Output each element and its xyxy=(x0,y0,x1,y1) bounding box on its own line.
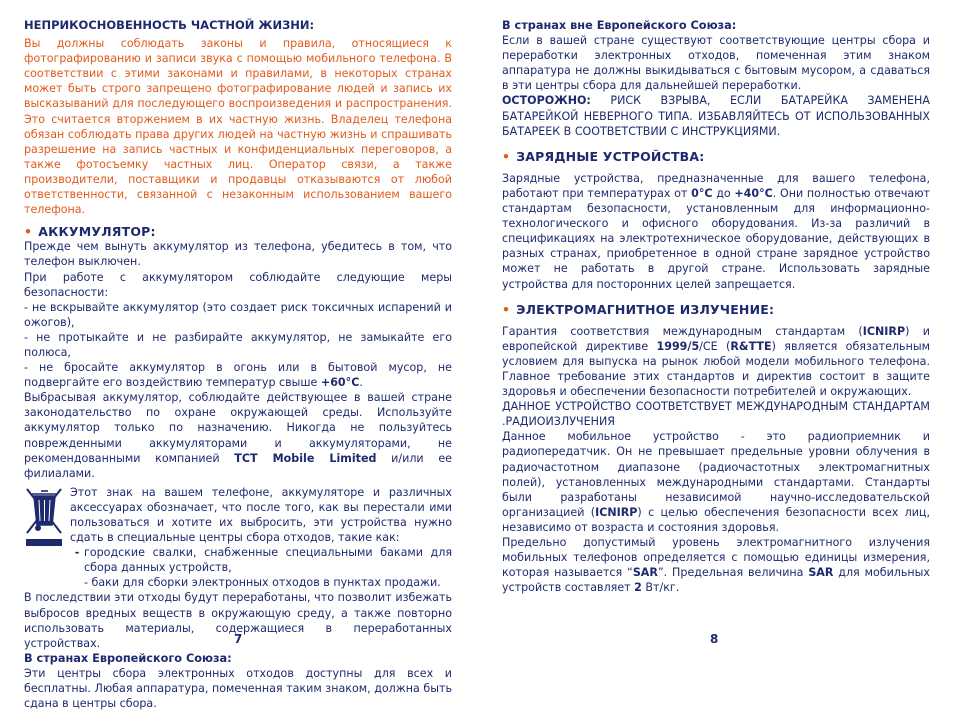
chargers-text xyxy=(502,171,930,292)
battery-heading xyxy=(24,224,452,239)
emr-p1-a: Гарантия соответствия международным стандартам ( xyxy=(502,324,863,338)
caution-label: ОСТОРОЖНО: xyxy=(502,94,591,108)
battery-paragraph-3-tail: и/или ее филиалами. xyxy=(24,451,452,480)
sar: SAR xyxy=(808,566,834,580)
eu-title: В странах Европейского Союза: xyxy=(24,651,232,665)
non-eu-text: Если в вашей стране существуют соответствующие центры сбора и переработки электронных отходов, помеченная этим знаком аппаратура не должны выкидываться с бытовым мусором, а сдаваться в эти центры сбора для дальнейшей переработки. xyxy=(502,34,930,93)
emr-p3-a: Данное мобильное устройство - это радиоприемник и радиопередатчик. Он не превышает предельные уровни облучения в радиочастотном диапазоне (радиочастотных электромагнитных полей), установленных международными стандартами. Стандарты были разработаны независимой научно-исследовательской организацией ( xyxy=(502,430,930,519)
emr-p4-e: для мобильных устройств составляет xyxy=(502,566,930,595)
battery-paragraph-2: При работе с аккумулятором соблюдайте следующие меры безопасности: xyxy=(24,270,452,299)
emr-p1-e: /CE ( xyxy=(699,339,731,353)
chargers-title: ЗАРЯДНЫЕ УСТРОЙСТВА: xyxy=(516,148,705,164)
eu-text: Эти центры сбора электронных отходов доступны для всех и бесплатны. Любая аппаратура, помеченная таким знаком, должна быть сдана в центры сбора. xyxy=(24,666,452,711)
temperature-value: +60°C xyxy=(320,376,360,390)
period: . xyxy=(359,376,363,390)
icnirp: ICNIRP xyxy=(595,505,638,519)
battery-list-item-2: - не протыкайте и не разбирайте аккумулятор, не замыкайте его полюса, xyxy=(24,330,452,359)
chargers-text-a: Зарядные устройства, предназначенные для вашего телефона, работают при температурах от xyxy=(502,171,930,200)
icnirp: ICNIRP xyxy=(862,324,906,338)
emr-p4-c: ”. Предельная величина xyxy=(657,566,809,580)
privacy-text: Вы должны соблюдать законы и правила, относящиеся к фотографированию и записи звука с помощью мобильного телефона. В соответствии с этими законами и правилами, в некоторых странах может быть строго запрещено фотографирование людей и запись их высказываний для последующего воспроизведения и распространения. Это считается вторжением в их частную жизнь. Владелец телефона обязан соблюдать права других людей на частную жизнь и спрашивать разрешение на запись частных и конфиденциальных переговоров, а также фотосъемку частных лиц. Оператор связи, а также производители, поставщики и продавцы отказываются от любой ответственности, связанной с незаконным использованием вашего телефона. xyxy=(24,37,452,217)
caution-body: РИСК ВЗРЫВА, ЕСЛИ БАТАРЕЙКА ЗАМЕНЕНА БАТАРЕЙКОЙ НЕВЕРНОГО ТИПА. ИЗБАВЛЯЙТЕСЬ ОТ ИСПОЛЬЗОВАННЫХ БАТАРЕЕК В СООТВЕТСТВИИ С ИНСТРУКЦИЯМИ. xyxy=(502,94,930,138)
bullet: • xyxy=(502,148,511,164)
recycling-notice-text xyxy=(70,485,452,591)
chargers-text-c: до xyxy=(712,186,735,200)
emr-p4-g: Вт/кг. xyxy=(641,581,680,595)
bullet: • xyxy=(502,301,511,317)
non-eu-title: В странах вне Европейского Союза: xyxy=(502,19,737,32)
page-number-right: 8 xyxy=(710,632,719,646)
recycle-text: В последствии эти отходы будут переработаны, что позволит избежать выбросов вредных веществ в окружающую среду, а также повторно использовать материалы, содержащиеся в переработанных устройствах. xyxy=(24,591,452,650)
emr-paragraph-1 xyxy=(502,324,930,399)
recycling-notice xyxy=(24,485,452,591)
sar: SAR xyxy=(632,566,658,580)
crossed-out-wheelie-bin-icon xyxy=(24,485,66,591)
collection-point-item-2: - баки для сборки электронных отходов в пунктах продажи. xyxy=(84,576,441,590)
battery-list-item-3 xyxy=(24,360,452,390)
emr-paragraph-2: ДАННОЕ УСТРОЙСТВО СООТВЕТСТВУЕТ МЕЖДУНАРОДНЫМ СТАНДАРТАМ .РАДИОИЗЛУЧЕНИЯ xyxy=(502,400,930,429)
battery-paragraph-1: Прежде чем вынуть аккумулятор из телефона, убедитесь в том, что телефон выключен. xyxy=(24,240,452,269)
emr-paragraph-3 xyxy=(502,429,930,535)
company-name: TCT Mobile Limited xyxy=(234,451,377,465)
collection-point-text: городские свалки, снабженные специальными баками для сбора данных устройств, xyxy=(84,546,452,575)
caution-text xyxy=(502,93,930,138)
emr-p3-c: ) с целью обеспечения безопасности всех лиц, независимо от возраста и состояния здоровья. xyxy=(502,505,930,534)
temp-max: +40°C xyxy=(734,186,773,200)
temp-min: 0°C xyxy=(691,186,713,200)
emr-p1-c: ) и европейской директиве xyxy=(502,324,930,353)
privacy-title: НЕПРИКОСНОВЕННОСТЬ ЧАСТНОЙ ЖИЗНИ: xyxy=(24,18,315,32)
collection-point-item xyxy=(70,545,452,575)
emr-heading xyxy=(502,302,930,317)
chargers-heading xyxy=(502,149,930,164)
emr-p1-g: ) является обязательным условием для выпуска на рынок любой модели мобильного телефона. Главное требование этих стандартов и директив состоит в защите здоровья и обеспечении безопасности потребителей и окружающих. xyxy=(502,339,930,399)
sar-limit: 2 xyxy=(634,581,642,595)
right-page xyxy=(502,18,930,595)
chargers-text-e: . Они полностью отвечают стандартам безопасности, установленным для информационно-технологического и офисного оборудования. Из-за различий в спецификациях на электротехническое оборудование, действующих в разных странах, приобретенное в одной стране зарядное устройство может не работать в другой стране. Использовать зарядные устройства для посторонних целей запрещается. xyxy=(502,186,930,291)
dash: - xyxy=(74,546,80,560)
rtte: R&TTE xyxy=(730,339,772,353)
battery-title: АККУМУЛЯТОР: xyxy=(38,224,156,240)
battery-list-item-1: - не вскрывайте аккумулятор (это создает риск токсичных испарений и ожогов), xyxy=(24,300,452,329)
left-page xyxy=(24,18,452,711)
battery-paragraph-3 xyxy=(24,390,452,481)
emr-title: ЭЛЕКТРОМАГНИТНОЕ ИЗЛУЧЕНИЕ: xyxy=(516,301,775,317)
battery-paragraph-3-text: Выбрасывая аккумулятор, соблюдайте действующее в вашей стране законодательство по охране окружающей среды. Используйте аккумулятор только по назначению. Никогда не пользуйтесь поврежденными аккумуляторами и аккумуляторами, не рекомендованными компанией xyxy=(24,391,452,465)
page-number-left: 7 xyxy=(234,632,243,646)
bin-symbol-text: Этот знак на вашем телефоне, аккумуляторе и различных аксессуарах обозначает, что после того, как вы перестали ими пользоваться и хотите их выбросить, эти устройства нужно сдать в специальные центры сбора отходов, такие как: xyxy=(70,485,452,545)
battery-list-item-3-text: - не бросайте аккумулятор в огонь или в бытовой мусор, не подвергайте его воздействию температур свыше xyxy=(24,361,452,390)
emr-paragraph-4 xyxy=(502,535,930,595)
bullet: • xyxy=(24,224,33,240)
directive-number: 1999/5 xyxy=(656,339,700,353)
emr-p4-a: Предельно допустимый уровень электромагнитного излучения мобильных телефонов определяется с помощью единицы измерения, которая называется “ xyxy=(502,536,930,580)
